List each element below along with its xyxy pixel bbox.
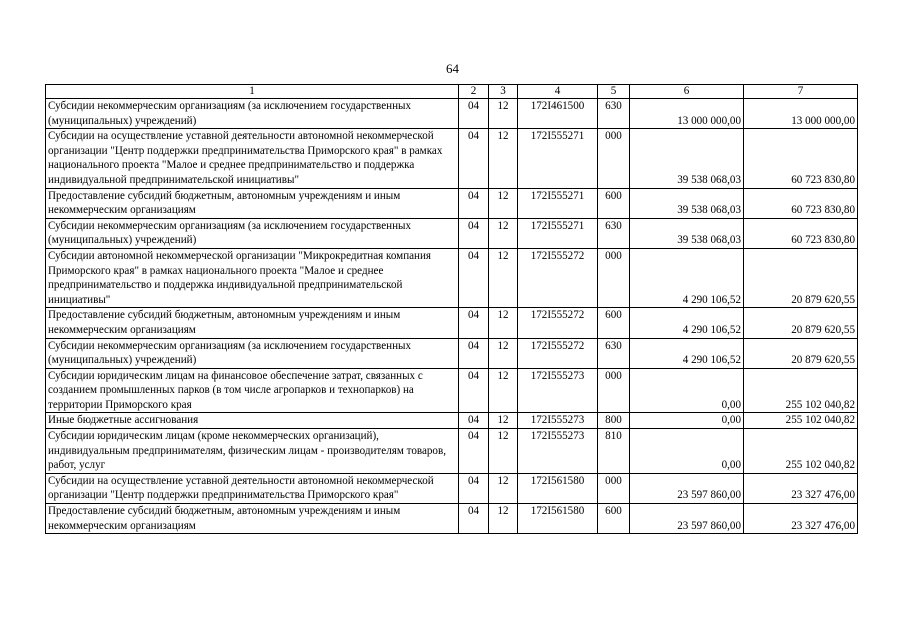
row-code-5: 000	[598, 129, 630, 188]
row-amount-7: 20 879 620,55	[744, 248, 858, 307]
row-code-5: 800	[598, 413, 630, 429]
row-amount-7: 13 000 000,00	[744, 99, 858, 129]
row-code-3: 12	[489, 248, 518, 307]
row-name: Иные бюджетные ассигнования	[46, 413, 459, 429]
row-amount-7: 255 102 040,82	[744, 413, 858, 429]
row-amount-7: 23 327 476,00	[744, 473, 858, 503]
page-number: 64	[446, 61, 459, 76]
row-code-4: 172I555271	[518, 188, 598, 218]
row-name: Субсидии некоммерческим организациям (за исключением государственных (муниципальных) учреждений)	[46, 218, 459, 248]
row-code-2: 04	[459, 338, 489, 368]
row-code-5: 630	[598, 99, 630, 129]
row-amount-7: 60 723 830,80	[744, 188, 858, 218]
row-name: Субсидии некоммерческим организациям (за исключением государственных (муниципальных) учреждений)	[46, 338, 459, 368]
row-code-5: 600	[598, 504, 630, 534]
row-code-2: 04	[459, 368, 489, 413]
row-name: Субсидии на осуществление уставной деятельности автономной некоммерческой организации "Центр поддержки предпринимательства Приморского края"	[46, 473, 459, 503]
row-code-2: 04	[459, 218, 489, 248]
row-code-4: 172I555272	[518, 248, 598, 307]
row-code-5: 600	[598, 308, 630, 338]
table-row	[46, 308, 858, 338]
row-amount-7: 60 723 830,80	[744, 129, 858, 188]
row-code-4: 172I561580	[518, 504, 598, 534]
row-code-5: 000	[598, 473, 630, 503]
row-code-2: 04	[459, 473, 489, 503]
row-amount-6: 39 538 068,03	[630, 188, 744, 218]
row-code-5: 630	[598, 218, 630, 248]
row-name: Субсидии автономной некоммерческой организации "Микрокредитная компания Приморского края" в рамках национального проекта "Малое и среднее предпринимательство и поддержка индивидуальной предпринимательской инициативы"	[46, 248, 459, 307]
row-name: Предоставление субсидий бюджетным, автономным учреждениям и иным некоммерческим организациям	[46, 504, 459, 534]
header-col-5: 5	[598, 85, 630, 99]
row-amount-6: 4 290 106,52	[630, 308, 744, 338]
row-amount-6: 39 538 068,03	[630, 218, 744, 248]
row-name: Предоставление субсидий бюджетным, автономным учреждениям и иным некоммерческим организациям	[46, 308, 459, 338]
row-code-2: 04	[459, 248, 489, 307]
row-code-4: 172I561580	[518, 473, 598, 503]
row-name: Предоставление субсидий бюджетным, автономным учреждениям и иным некоммерческим организациям	[46, 188, 459, 218]
row-name: Субсидии на осуществление уставной деятельности автономной некоммерческой организации "Центр поддержки предпринимательства Приморского края" в рамках национального проекта "Малое и среднее предпринимательство и поддержка индивидуальной предпринимательской инициативы"	[46, 129, 459, 188]
row-name: Субсидии некоммерческим организациям (за исключением государственных (муниципальных) учреждений)	[46, 99, 459, 129]
row-name: Субсидии юридическим лицам (кроме некоммерческих организаций), индивидуальным предпринимателям, физическим лицам - производителям товаров, работ, услуг	[46, 429, 459, 474]
row-code-5: 000	[598, 368, 630, 413]
row-code-3: 12	[489, 429, 518, 474]
table-row	[46, 368, 858, 413]
row-code-2: 04	[459, 504, 489, 534]
row-code-3: 12	[489, 99, 518, 129]
table-row	[46, 473, 858, 503]
row-code-5: 000	[598, 248, 630, 307]
row-code-4: 172I555271	[518, 218, 598, 248]
row-code-4: 172I555273	[518, 368, 598, 413]
table-row	[46, 218, 858, 248]
row-amount-6: 0,00	[630, 413, 744, 429]
row-code-3: 12	[489, 218, 518, 248]
row-amount-6: 4 290 106,52	[630, 338, 744, 368]
header-col-7: 7	[744, 85, 858, 99]
row-amount-7: 20 879 620,55	[744, 338, 858, 368]
row-code-3: 12	[489, 413, 518, 429]
row-amount-6: 23 597 860,00	[630, 473, 744, 503]
row-amount-6: 13 000 000,00	[630, 99, 744, 129]
header-col-3: 3	[489, 85, 518, 99]
row-code-4: 172I555273	[518, 413, 598, 429]
row-amount-7: 255 102 040,82	[744, 368, 858, 413]
row-code-3: 12	[489, 129, 518, 188]
table-row	[46, 338, 858, 368]
row-amount-7: 23 327 476,00	[744, 504, 858, 534]
row-code-2: 04	[459, 308, 489, 338]
row-code-2: 04	[459, 429, 489, 474]
row-code-5: 600	[598, 188, 630, 218]
budget-table	[45, 84, 858, 534]
row-code-5: 630	[598, 338, 630, 368]
row-amount-7: 20 879 620,55	[744, 308, 858, 338]
row-amount-6: 39 538 068,03	[630, 129, 744, 188]
row-code-3: 12	[489, 473, 518, 503]
row-code-5: 810	[598, 429, 630, 474]
row-code-4: 172I555273	[518, 429, 598, 474]
row-amount-6: 4 290 106,52	[630, 248, 744, 307]
row-amount-6: 0,00	[630, 368, 744, 413]
row-code-3: 12	[489, 504, 518, 534]
row-name: Субсидии юридическим лицам на финансовое обеспечение затрат, связанных с созданием промышленных парков (в том числе агропарков и технопарков) на территории Приморского края	[46, 368, 459, 413]
row-code-2: 04	[459, 413, 489, 429]
row-code-2: 04	[459, 188, 489, 218]
header-col-1: 1	[46, 85, 459, 99]
row-code-3: 12	[489, 308, 518, 338]
table-row	[46, 504, 858, 534]
row-amount-6: 23 597 860,00	[630, 504, 744, 534]
table-row	[46, 188, 858, 218]
table-row	[46, 248, 858, 307]
row-amount-7: 60 723 830,80	[744, 218, 858, 248]
row-code-4: 172I555272	[518, 338, 598, 368]
row-code-2: 04	[459, 99, 489, 129]
row-code-3: 12	[489, 188, 518, 218]
row-code-4: 172I555271	[518, 129, 598, 188]
row-code-4: 172I461500	[518, 99, 598, 129]
table-row	[46, 129, 858, 188]
header-col-4: 4	[518, 85, 598, 99]
row-code-3: 12	[489, 368, 518, 413]
header-col-6: 6	[630, 85, 744, 99]
table-row	[46, 429, 858, 474]
table-row	[46, 413, 858, 429]
row-amount-7: 255 102 040,82	[744, 429, 858, 474]
row-code-4: 172I555272	[518, 308, 598, 338]
table-row	[46, 99, 858, 129]
table-header-row	[46, 85, 858, 99]
header-col-2: 2	[459, 85, 489, 99]
row-code-2: 04	[459, 129, 489, 188]
row-amount-6: 0,00	[630, 429, 744, 474]
row-code-3: 12	[489, 338, 518, 368]
